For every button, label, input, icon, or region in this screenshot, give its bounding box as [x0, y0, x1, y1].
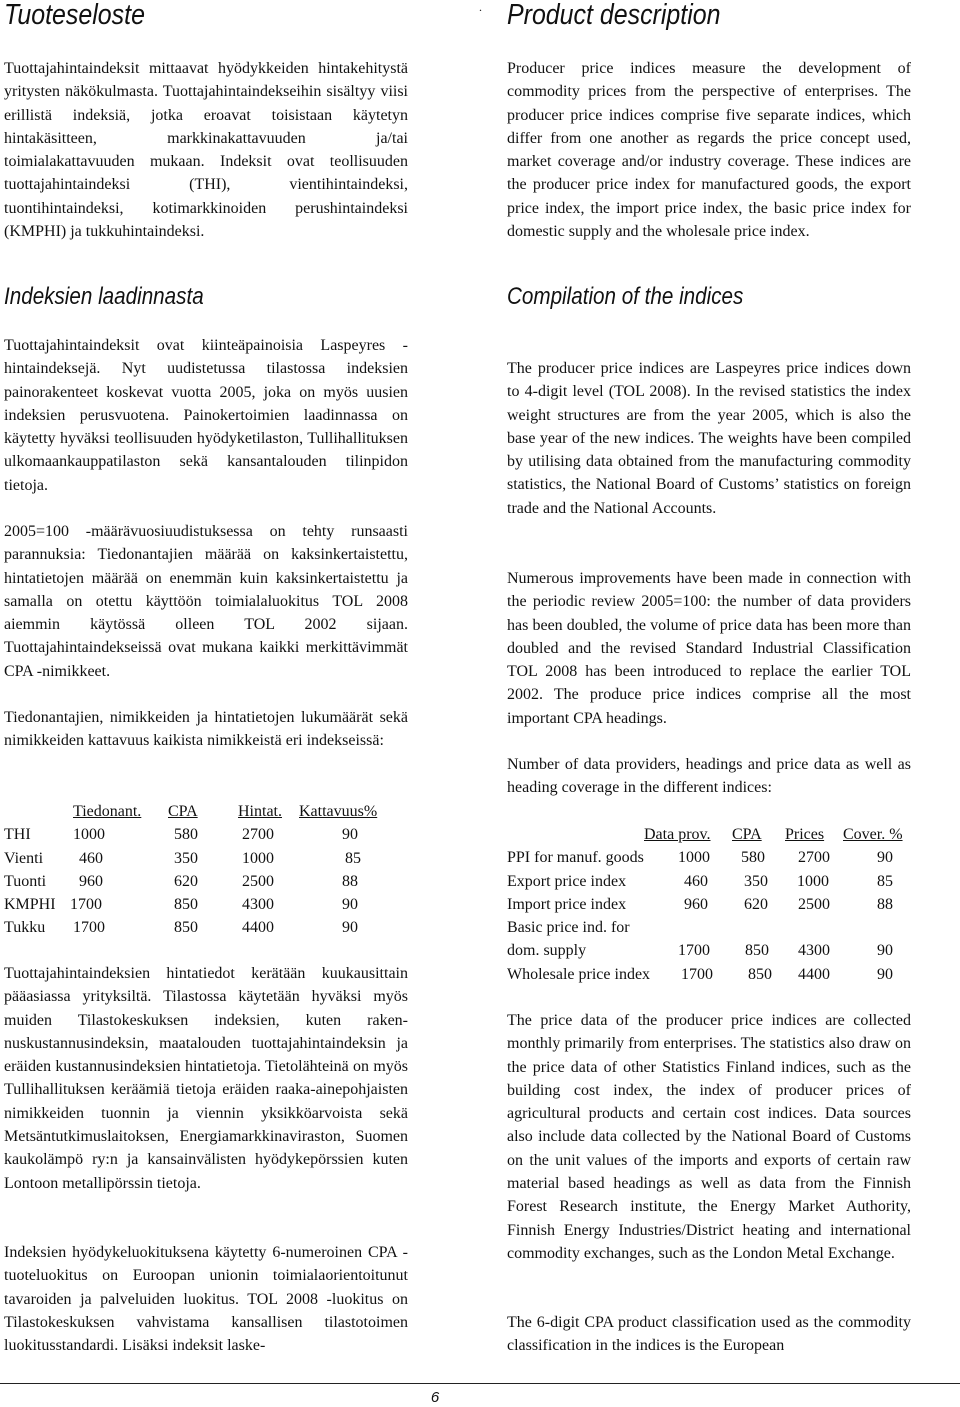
table-cell: 88 — [342, 872, 358, 890]
table-row — [507, 963, 911, 986]
compilation-paragraph-en: The producer price indices are Laspeyres price indices down to 4-digit level (TOL 2008). In the revised statistics the index weight structures are from the year 2005, which is also the base year of the new indices. The weights have been compiled by utilising data obtained from the manufacturing commodity statistics, the National Board of Customs’ statistics on foreign trade and the National Accounts. — [507, 360, 911, 517]
table-cell: 460 — [79, 849, 103, 867]
table-cell: 960 — [79, 872, 103, 890]
table-cell: 850 — [174, 896, 198, 914]
table-cell: PPI for manuf. goods — [507, 849, 644, 867]
table-row — [4, 870, 408, 893]
table-cell: Basic price ind. for — [507, 919, 630, 937]
table-cell: Export price index — [507, 872, 627, 890]
table-cell: Tukku — [4, 919, 46, 937]
table-cell: 1700 — [70, 896, 102, 914]
table-cell: 4400 — [798, 965, 830, 983]
table-cell: 460 — [684, 872, 708, 890]
table-cell: 4300 — [242, 896, 274, 914]
table-row — [507, 870, 911, 893]
table-cell: 90 — [342, 919, 358, 937]
table-cell: KMPHI — [4, 896, 56, 914]
page-title-en: Product description — [507, 0, 721, 31]
table-header-cell: Cover. % — [843, 826, 903, 843]
table-cell: 850 — [745, 942, 769, 960]
table-cell: 350 — [174, 849, 198, 867]
counts-intro-fi: Tiedonantajien, nimikkeiden ja hintatietojen lukumäärät sekä nimikkeiden kattavuus kaikista nimikkeistä eri indekseissä: — [4, 709, 408, 750]
table-row — [4, 916, 408, 939]
table-row — [507, 846, 911, 869]
table-cell: 850 — [748, 965, 772, 983]
table-row — [4, 893, 408, 916]
table-cell: 2500 — [242, 872, 274, 890]
table-cell: Vienti — [4, 849, 44, 867]
table-cell: 85 — [877, 872, 893, 890]
section-heading-fi: Indeksien laadinnasta — [4, 283, 204, 310]
table-row — [4, 823, 408, 846]
compilation-paragraph-fi: Tuottajahintaindeksit ovat kiinteäpainoisia Laspeyres -hintaindeksejä. Nyt uudistetussa tilastossa indeksien painorakenteet koskevat vuotta 2005, joka on myös uusien indeksien perusvuotena. Painokertoimien laadinnassa on käytetty hyväksi teollisuuden hyödyketilaston, Tullihallituksen ulkomaankauppatilaston sekä kansantalouden tilinpidon tietoja. — [4, 337, 408, 494]
classification-paragraph-en: The 6-digit CPA product classification used as the commodity classification in the indices is the European — [507, 1314, 911, 1355]
table-cell: 580 — [174, 826, 198, 844]
table-cell: 85 — [345, 849, 361, 867]
table-cell: Import price index — [507, 895, 627, 913]
table-cell: 90 — [877, 942, 893, 960]
page-number: 6 — [430, 1389, 440, 1406]
counts-table-fi — [4, 800, 408, 940]
table-cell: 90 — [342, 826, 358, 844]
table-row — [507, 916, 911, 939]
intro-paragraph-en: Producer price indices measure the development of commodity prices from the perspective of enterprises. The producer price indices comprise five separate indices, which differ from one another as regards the price concept used, market coverage and/or industry coverage. These indices are the producer price index for manufactured goods, the export price index, the import price index, the basic price index for domestic supply and the wholesale price index. — [507, 60, 911, 241]
intro-paragraph-fi: Tuottajahintaindeksit mittaavat hyödykkeiden hintakehitystä yritysten näkökulmasta. Tuottajahintaindekseihin sisältyy viisi erillistä indeksiä, jotka eroavat toisistaan käytetyn hintakäsitteen, markkinakattavuuden ja/tai toimialakattavuuden mukaan. Indeksit ovat teollisuuden tuottajahintaindeksi (THI), vientihintaindeksi, tuontihintaindeksi, kotimarkkinoiden perushintaindeksi (KMPHI) ja tukkuhintaindeksi. — [4, 60, 408, 241]
table-header-cell: Prices — [785, 826, 825, 843]
table-cell: 1000 — [242, 849, 274, 867]
table-cell: 2500 — [798, 895, 830, 913]
table-cell: 1700 — [681, 965, 713, 983]
table-cell: 88 — [877, 895, 893, 913]
table-header-row — [4, 800, 408, 823]
counts-table-en — [507, 823, 911, 986]
table-cell: 350 — [744, 872, 768, 890]
table-cell: 850 — [174, 919, 198, 937]
table-header-cell: Tiedonant. — [73, 803, 142, 820]
table-cell: 4400 — [242, 919, 274, 937]
improvements-paragraph-en: Numerous improvements have been made in connection with the periodic review 2005=100: the number of data providers has been doubled, the volume of price data has been more than doubled and the revised Standard Industrial Classification TOL 2008 has been introduced to replace the earlier TOL 2002. The produce price indices comprise all the most important CPA headings. — [507, 570, 911, 727]
table-cell: 90 — [342, 896, 358, 914]
table-cell: 2700 — [242, 826, 274, 844]
table-cell: THI — [4, 826, 31, 844]
section-heading-en: Compilation of the indices — [507, 283, 744, 310]
footer-rule — [0, 1383, 960, 1384]
table-row — [507, 893, 911, 916]
table-row — [4, 847, 408, 870]
page-title-fi: Tuoteseloste — [4, 0, 145, 31]
data-sources-paragraph-fi: Tuottajahintaindeksien hintatiedot kerätään kuukausittain pääasiassa yrityksiltä. Tilastossa käytetään hyväksi myös muiden Tilastokeskuksen indeksien, kuten rakennuskustannusindeksin, maatalouden tuottajahintaindeksin ja eräiden kustannusindeksien hintatietoja. Tietolähteinä on myös Tullihallituksen keräämiä tietoja eräiden raaka-ainepohjaisten nimikkeiden tuonnin ja viennin yksikköarvoista sekä Metsäntutkimuslaitoksen, Energiamarkkinaviraston, Suomen kaukolämpö ry:n ja kansainvälisten hyödykepörssien kuten Lontoon metallipörssin tietoja. — [4, 965, 408, 1192]
table-cell: Wholesale price index — [507, 965, 651, 983]
table-cell: Tuonti — [4, 872, 47, 890]
table-cell: 960 — [684, 895, 708, 913]
table-cell: 1000 — [797, 872, 829, 890]
table-cell: 1700 — [73, 919, 105, 937]
table-cell: 620 — [174, 872, 198, 890]
counts-intro-en: Number of data providers, headings and price data as well as heading coverage in the different indices: — [507, 756, 911, 797]
improvements-paragraph-fi: 2005=100 -määrävuosiuudistuksessa on tehty runsaasti parannuksia: Tiedonantajien määrää on kaksinkertaistettu, hintatietojen määrää on enemmän kuin kaksinkertaistettu ja samalla on otettu käyttöön toimialaluokitus TOL 2008 aiemmin käytössä olleen TOL 2002 sijaan. Tuottajahintaindekseissä ovat mukana kaikki merkittävimmät CPA -nimikkeet. — [4, 523, 408, 680]
table-cell: dom. supply — [507, 942, 587, 960]
table-header-cell: Hintat. — [238, 803, 282, 820]
data-sources-paragraph-en: The price data of the producer price indices are collected monthly primarily from enterprises. The statistics also draw on the price data of other Statistics Finland indices, such as the building cost index, the index of producer prices of agricultural products and certain cost indices. Data sources also include data collected by the National Board of Customs on the unit values of the imports and exports of certain raw material based headings as well as data from the Finnish Forest Research institute, the Energy Market Authority, Finnish Energy Industries/District heating and international commodity exchanges, such as the London Metal Exchange. — [507, 1012, 911, 1262]
table-cell: 4300 — [798, 942, 830, 960]
classification-paragraph-fi: Indeksien hyödykeluokituksena käytetty 6-numeroinen CPA -tuoteluokitus on Euroopan unionin toimialaorientoitunut tavaroiden ja palveluiden luokitus. TOL 2008 -luokitus on Tilastokeskuksen vahvistama kansallisen tilastotoimen luokitusstandardi. Lisäksi indeksit laske- — [4, 1244, 408, 1355]
table-cell: 1000 — [678, 849, 710, 867]
table-row — [507, 939, 911, 962]
table-cell: 1000 — [73, 826, 105, 844]
table-header-cell: CPA — [732, 826, 762, 843]
table-header-cell: Kattavuus% — [299, 803, 378, 820]
table-cell: 2700 — [798, 849, 830, 867]
table-cell: 580 — [741, 849, 765, 867]
table-header-row — [507, 823, 911, 846]
table-header-cell: Data prov. — [644, 826, 711, 843]
table-cell: 90 — [877, 965, 893, 983]
stray-dot: . — [479, 0, 482, 14]
table-cell: 90 — [877, 849, 893, 867]
table-header-cell: CPA — [168, 803, 198, 820]
table-cell: 1700 — [678, 942, 710, 960]
table-cell: 620 — [744, 895, 768, 913]
